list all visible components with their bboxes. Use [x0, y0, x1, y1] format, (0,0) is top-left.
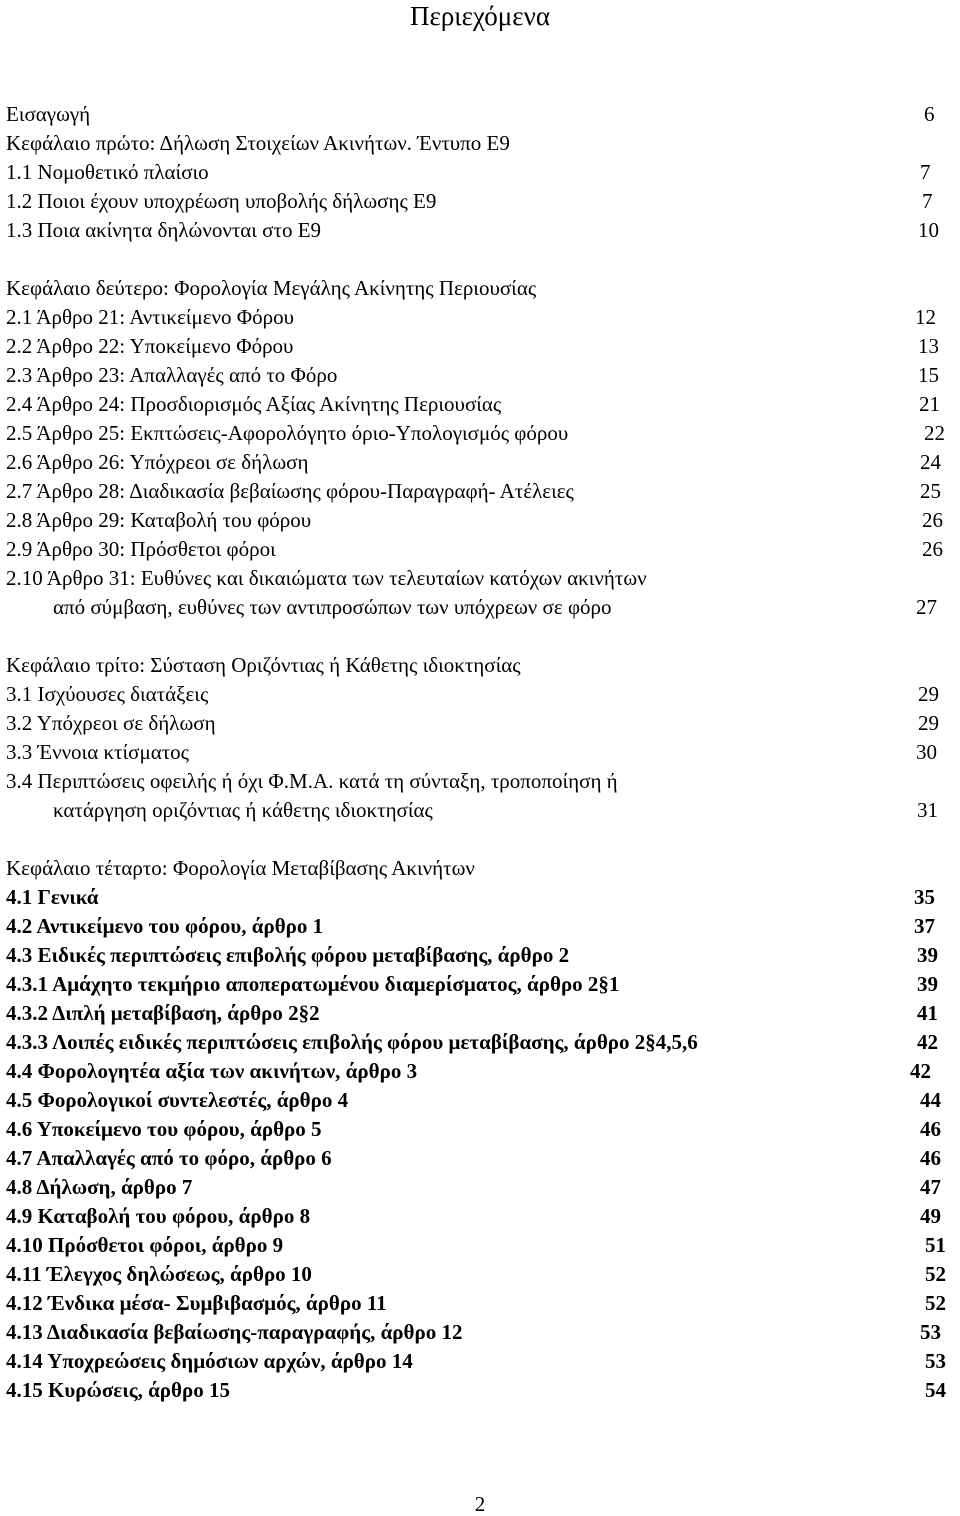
toc-entry-text: 4.6 Υποκείμενο του φόρου, άρθρο 5	[6, 1117, 322, 1141]
toc-entry	[6, 767, 952, 796]
toc-entry	[6, 709, 952, 738]
toc-entry-text: 4.14 Υποχρεώσεις δημόσιων αρχών, άρθρο 14	[6, 1349, 413, 1373]
toc-entry-page: 44	[920, 1088, 941, 1112]
toc-entry-text: 3.2 Υπόχρεοι σε δήλωση	[6, 711, 216, 735]
toc-entry	[6, 361, 952, 390]
toc-entry-text: 4.7 Απαλλαγές από το φόρο, άρθρο 6	[6, 1146, 332, 1170]
toc-entry-text: 4.15 Κυρώσεις, άρθρο 15	[6, 1378, 230, 1402]
toc-entry	[6, 1347, 952, 1376]
toc-entry-page: 13	[918, 334, 939, 358]
toc-entry-text: 4.11 Έλεγχος δηλώσεως, άρθρο 10	[6, 1262, 312, 1286]
toc-entry	[6, 651, 952, 680]
toc-entry	[6, 970, 952, 999]
toc-entry	[6, 941, 952, 970]
toc-entry	[6, 1173, 952, 1202]
toc-entry-page: 49	[920, 1204, 941, 1228]
toc-entry-text: 3.4 Περιπτώσεις οφειλής ή όχι Φ.Μ.Α. κατά τη σύνταξη, τροποποίηση ή	[6, 769, 618, 793]
toc-entry-text: 2.7 Άρθρο 28: Διαδικασία βεβαίωσης φόρου-Παραγραφή- Ατέλειες	[6, 479, 574, 503]
toc-entry	[6, 100, 952, 129]
toc-entry-text: Κεφάλαιο πρώτο: Δήλωση Στοιχείων Ακινήτων. Έντυπο Ε9	[6, 131, 510, 155]
toc-entry-text: 2.1 Άρθρο 21: Αντικείμενο Φόρου	[6, 305, 294, 329]
toc-entry	[6, 506, 952, 535]
toc-entry-page: 53	[925, 1349, 946, 1373]
toc-entry-text: 2.8 Άρθρο 29: Καταβολή του φόρου	[6, 508, 312, 532]
toc-entry-text: 4.3.2 Διπλή μεταβίβαση, άρθρο 2§2	[6, 1001, 320, 1025]
table-of-contents	[6, 100, 952, 1405]
toc-entry-text: κατάργηση οριζόντιας ή κάθετης ιδιοκτησίας	[53, 798, 433, 822]
toc-entry-text: 2.4 Άρθρο 24: Προσδιορισμός Αξίας Ακίνητης Περιουσίας	[6, 392, 502, 416]
toc-entry	[6, 1057, 952, 1086]
toc-entry-page: 25	[920, 479, 941, 503]
toc-entry-text: 4.10 Πρόσθετοι φόροι, άρθρο 9	[6, 1233, 284, 1257]
toc-entry-page: 30	[916, 740, 937, 764]
toc-entry	[6, 274, 952, 303]
toc-entry-text: 2.5 Άρθρο 25: Εκπτώσεις-Αφορολόγητο όριο-Υπολογισμός φόρου	[6, 421, 569, 445]
toc-entry	[6, 477, 952, 506]
toc-entry	[6, 796, 952, 825]
toc-entry-page: 37	[914, 914, 935, 938]
toc-entry-page: 46	[920, 1117, 941, 1141]
toc-entry-page: 22	[924, 421, 945, 445]
toc-entry	[6, 535, 952, 564]
toc-entry-page: 26	[922, 508, 943, 532]
toc-entry	[6, 390, 952, 419]
toc-entry-page: 53	[920, 1320, 941, 1344]
toc-entry	[6, 854, 952, 883]
toc-entry-text: 4.5 Φορολογικοί συντελεστές, άρθρο 4	[6, 1088, 349, 1112]
toc-entry-text: Κεφάλαιο τρίτο: Σύσταση Οριζόντιας ή Κάθετης ιδιοκτησίας	[6, 653, 521, 677]
toc-entry-text: 3.1 Ισχύουσες διατάξεις	[6, 682, 209, 706]
toc-entry-text: 2.9 Άρθρο 30: Πρόσθετοι φόροι	[6, 537, 276, 561]
toc-entry-page: 31	[917, 798, 938, 822]
toc-entry-page: 26	[922, 537, 943, 561]
toc-entry-text: από σύμβαση, ευθύνες των αντιπροσώπων των υπόχρεων σε φόρο	[53, 595, 612, 619]
toc-entry-text: 4.3.1 Αμάχητο τεκμήριο αποπερατωμένου διαμερίσματος, άρθρο 2§1	[6, 972, 620, 996]
page-number: 2	[474, 1492, 486, 1516]
toc-entry	[6, 1202, 952, 1231]
toc-entry-page: 10	[918, 218, 939, 242]
toc-entry	[6, 999, 952, 1028]
toc-entry-text: 4.8 Δήλωση, άρθρο 7	[6, 1175, 193, 1199]
toc-entry	[6, 1086, 952, 1115]
toc-entry-text: Κεφάλαιο τέταρτο: Φορολογία Μεταβίβασης Ακινήτων	[6, 856, 475, 880]
toc-entry	[6, 158, 952, 187]
toc-entry-page: 54	[925, 1378, 946, 1402]
toc-entry	[6, 1260, 952, 1289]
toc-entry	[6, 216, 952, 245]
toc-entry	[6, 448, 952, 477]
toc-entry-text: 4.3 Ειδικές περιπτώσεις επιβολής φόρου μεταβίβασης, άρθρο 2	[6, 943, 570, 967]
page-title: Περιεχόμενα	[410, 1, 550, 31]
toc-entry	[6, 883, 952, 912]
toc-entry	[6, 187, 952, 216]
toc-entry-text: 2.2 Άρθρο 22: Υποκείμενο Φόρου	[6, 334, 294, 358]
toc-entry-page: 24	[920, 450, 941, 474]
toc-entry-page: 21	[919, 392, 940, 416]
toc-entry-text: 2.6 Άρθρο 26: Υπόχρεοι σε δήλωση	[6, 450, 309, 474]
toc-entry-text: Κεφάλαιο δεύτερο: Φορολογία Μεγάλης Ακίνητης Περιουσίας	[6, 276, 537, 300]
toc-entry-page: 52	[925, 1291, 946, 1315]
toc-entry	[6, 1115, 952, 1144]
toc-entry-text: 4.3.3 Λοιπές ειδικές περιπτώσεις επιβολής φόρου μεταβίβασης, άρθρο 2§4,5,6	[6, 1030, 698, 1054]
toc-entry-text: 4.4 Φορολογητέα αξία των ακινήτων, άρθρο 3	[6, 1059, 418, 1083]
toc-entry-page: 42	[917, 1030, 938, 1054]
toc-entry	[6, 680, 952, 709]
toc-entry-text: 3.3 Έννοια κτίσματος	[6, 740, 189, 764]
toc-entry-text: 4.13 Διαδικασία βεβαίωσης-παραγραφής, άρθρο 12	[6, 1320, 463, 1344]
toc-entry	[6, 129, 952, 158]
toc-entry-page: 29	[918, 711, 939, 735]
toc-entry-text: 2.3 Άρθρο 23: Απαλλαγές από το Φόρο	[6, 363, 338, 387]
toc-entry-page: 12	[915, 305, 936, 329]
toc-entry	[6, 1144, 952, 1173]
toc-entry	[6, 564, 952, 593]
toc-entry	[6, 332, 952, 361]
toc-entry	[6, 1289, 952, 1318]
toc-entry-page: 42	[910, 1059, 931, 1083]
toc-entry	[6, 738, 952, 767]
toc-entry-page: 7	[922, 189, 933, 213]
toc-entry-text: 2.10 Άρθρο 31: Ευθύνες και δικαιώματα των τελευταίων κατόχων ακινήτων	[6, 566, 647, 590]
toc-entry-page: 46	[920, 1146, 941, 1170]
toc-entry	[6, 1376, 952, 1405]
toc-entry	[6, 593, 952, 622]
toc-entry-text: 4.9 Καταβολή του φόρου, άρθρο 8	[6, 1204, 311, 1228]
toc-entry	[6, 1318, 952, 1347]
toc-entry	[6, 912, 952, 941]
toc-entry-text: Εισαγωγή	[6, 102, 91, 126]
toc-entry-text: 1.1 Νομοθετικό πλαίσιο	[6, 160, 209, 184]
toc-entry-page: 27	[916, 595, 937, 619]
toc-entry-page: 6	[924, 102, 935, 126]
toc-entry	[6, 1028, 952, 1057]
toc-entry	[6, 1231, 952, 1260]
toc-entry-page: 7	[920, 160, 931, 184]
toc-entry-text: 4.12 Ένδικα μέσα- Συμβιβασμός, άρθρο 11	[6, 1291, 387, 1315]
toc-entry-text: 4.2 Αντικείμενο του φόρου, άρθρο 1	[6, 914, 324, 938]
toc-entry-page: 41	[917, 1001, 938, 1025]
toc-entry-page: 52	[925, 1262, 946, 1286]
toc-entry-page: 15	[918, 363, 939, 387]
toc-entry-page: 51	[925, 1233, 946, 1257]
toc-entry-page: 35	[914, 885, 935, 909]
toc-entry	[6, 303, 952, 332]
toc-entry-text: 4.1 Γενικά	[6, 885, 99, 909]
toc-entry-page: 47	[920, 1175, 941, 1199]
toc-entry-text: 1.3 Ποια ακίνητα δηλώνονται στο Ε9	[6, 218, 322, 242]
toc-entry-text: 1.2 Ποιοι έχουν υποχρέωση υποβολής δήλωσης Ε9	[6, 189, 437, 213]
toc-entry	[6, 419, 952, 448]
toc-entry-page: 39	[917, 943, 938, 967]
toc-entry-page: 29	[918, 682, 939, 706]
toc-entry-page: 39	[917, 972, 938, 996]
